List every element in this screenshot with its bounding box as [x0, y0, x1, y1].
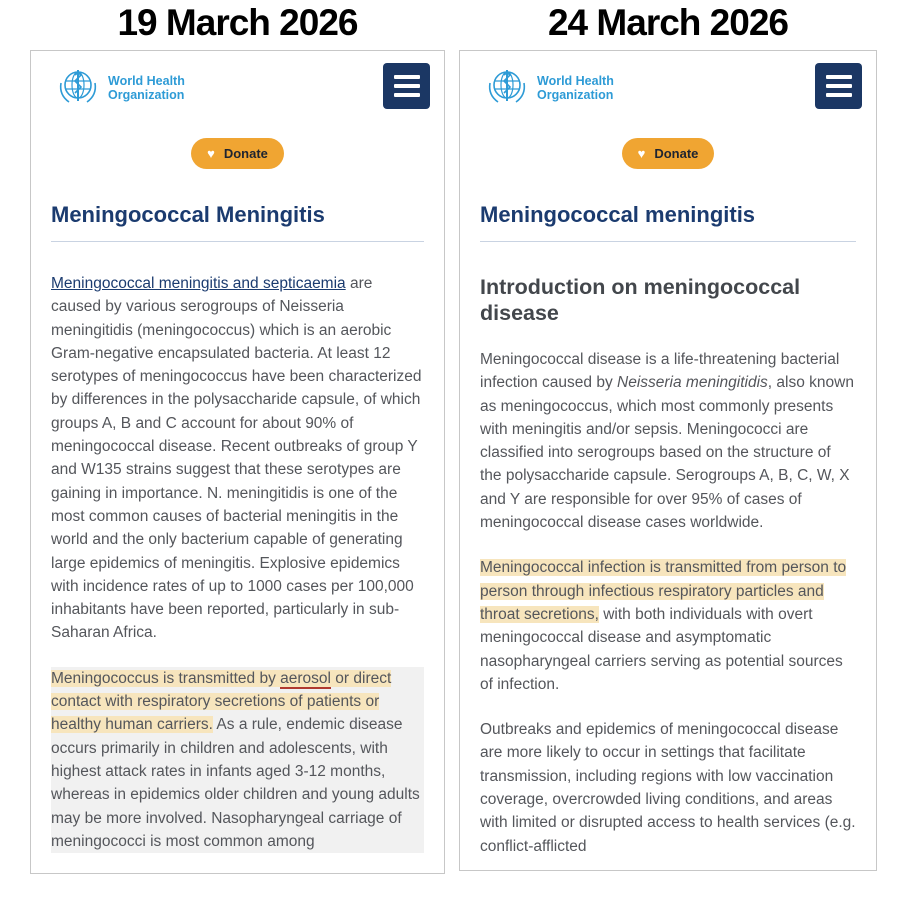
- donate-row: [31, 138, 444, 169]
- hamburger-icon: [394, 75, 420, 79]
- who-logo[interactable]: [55, 63, 185, 114]
- body-paragraph: [480, 348, 856, 534]
- who-page-screenshot-right: [459, 50, 877, 871]
- page-title: Meningococcal Meningitis: [51, 202, 325, 227]
- heart-icon: ♥: [637, 146, 646, 161]
- who-logo[interactable]: [484, 63, 614, 114]
- text-segment: Meningococcal infection is transmitted from person to person through infectious respiratory particles and throat secretions,: [480, 559, 847, 623]
- text-segment: with both individuals with overt meningococcal disease and asymptomatic nasopharyngeal carriers serving as potential sources of infection.: [480, 605, 843, 693]
- site-header: [460, 51, 876, 114]
- hamburger-icon: [826, 75, 852, 79]
- body-paragraph: [480, 718, 856, 858]
- page-title: Meningococcal meningitis: [480, 202, 756, 227]
- logo-line1: World Health: [108, 74, 185, 88]
- body-paragraph: [480, 556, 856, 696]
- who-logo-text: [108, 75, 185, 102]
- site-header: [31, 51, 444, 114]
- paragraphs-container: [480, 348, 856, 858]
- text-segment: are caused by various serogroups of Neisseria meningitidis (meningococcus) which is an aerobic Gram-negative encapsulated bacteria. At least 12 serotypes of meningococcus have been characterized by differences in the polysaccharide capsule, of which groups A, B and C account for about 90% of meningococcal disease. Recent outbreaks of group Y and W135 strains suggest that these serotypes are gaining in importance. N. meningitidis is one of the most common causes of bacterial meningitis in the world and the only bacterium capable of generating large epidemics of meningitis. Explosive epidemics with incidence rates of up to 1000 cases per 100,000 inhabitants have been reported, particularly in sub-Saharan Africa.: [51, 275, 422, 642]
- text-segment: or direct contact with respiratory secretions of patients or healthy human carriers.: [51, 669, 392, 734]
- heart-icon: ♥: [207, 146, 215, 161]
- text-segment: aerosol: [280, 669, 331, 687]
- right-column: [459, 0, 877, 871]
- donate-label: Donate: [654, 146, 699, 161]
- logo-line1: World Health: [537, 74, 614, 88]
- donate-button[interactable]: [622, 138, 715, 169]
- body-paragraph: [51, 667, 424, 853]
- donate-button[interactable]: [191, 138, 284, 169]
- who-emblem-icon: [55, 63, 101, 114]
- article-body: [31, 242, 444, 853]
- text-segment: Meningococcus is transmitted by: [51, 669, 281, 687]
- who-emblem-icon: [484, 63, 530, 114]
- text-segment: Outbreaks and epidemics of meningococcal disease are more likely to occur in settings that facilitate transmission, including regions with low vaccination coverage, overcrowded living conditions, and areas with limited or disrupted access to health services (e.g. conflict-afflicted: [480, 721, 856, 855]
- text-segment: , also known as meningococcus, which most commonly presents with meningitis and/or sepsis. Meningococci are classified into serogroups based on the structure of the polysaccharide capsule. Serogroups A, B, C, W, X and Y are responsible for over 95% of cases of meningococcal disease cases worldwide.: [480, 374, 854, 532]
- section-heading: Introduction on meningococcal disease: [480, 275, 801, 325]
- who-page-screenshot-left: [30, 50, 445, 874]
- hamburger-menu-button[interactable]: [383, 63, 430, 109]
- date-heading-right: 24 March 2026: [547, 2, 788, 43]
- logo-line2: Organization: [537, 87, 614, 102]
- body-paragraph: [51, 272, 424, 645]
- donate-label: Donate: [223, 146, 268, 161]
- text-segment: As a rule, endemic disease occurs primarily in children and adolescents, with highest attack rates in infants aged 3-12 months, whereas in epidemics older children and young adults may be more involved. Nasopharyngeal carriage of meningococci is most common among: [51, 716, 420, 850]
- donate-row: [460, 138, 876, 169]
- text-segment: Meningococcal disease is a life-threatening bacterial infection caused by: [480, 351, 840, 392]
- paragraphs-container: [51, 272, 424, 853]
- who-logo-text: [537, 75, 614, 102]
- logo-line2: Organization: [108, 87, 185, 102]
- inline-link[interactable]: Meningococcal meningitis and septicaemia: [51, 275, 346, 292]
- left-column: [30, 0, 445, 874]
- article-body: [460, 242, 876, 858]
- hamburger-menu-button[interactable]: [815, 63, 862, 109]
- date-heading-left: 19 March 2026: [117, 2, 358, 43]
- text-segment: Neisseria meningitidis: [617, 374, 768, 392]
